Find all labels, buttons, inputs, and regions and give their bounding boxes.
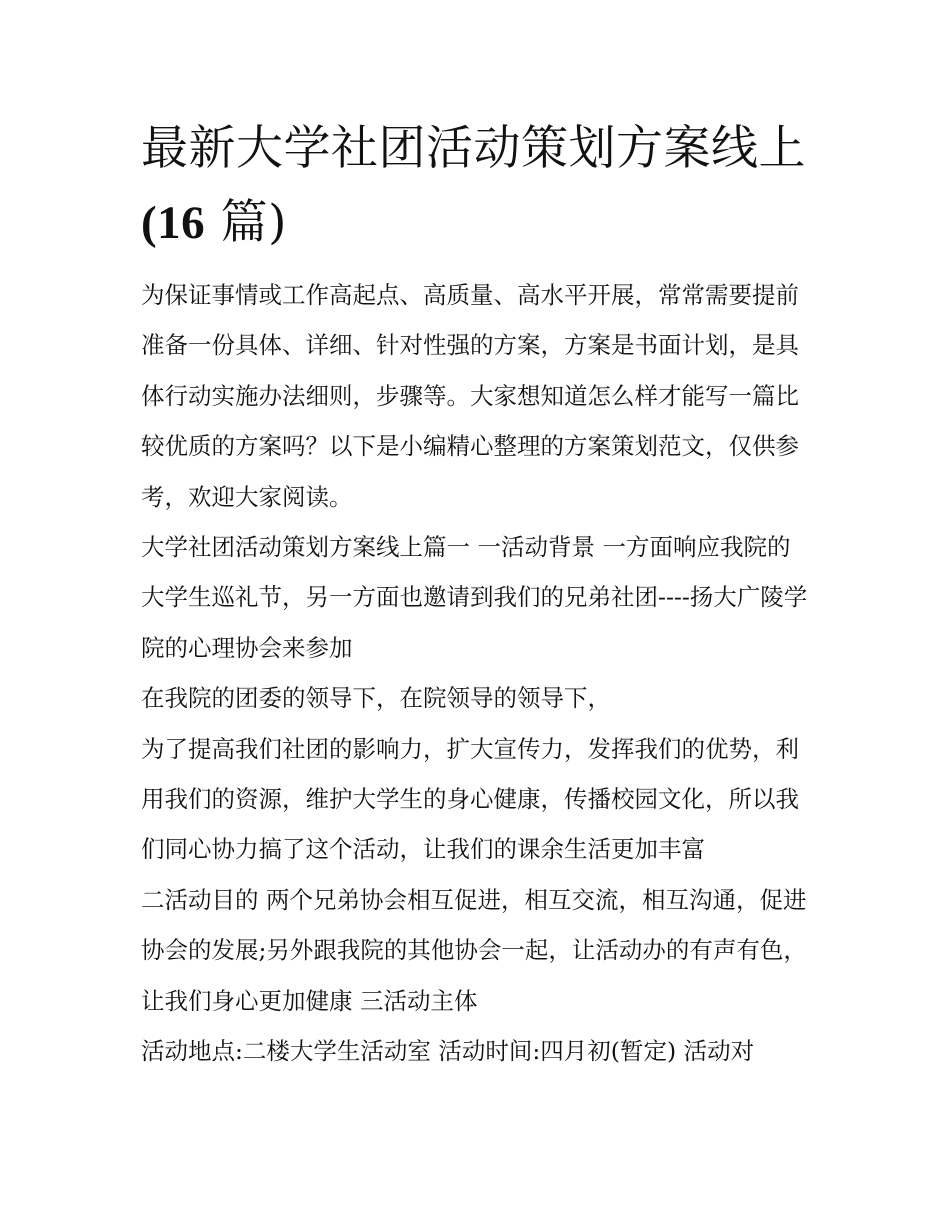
title-suffix: 篇): [205, 195, 287, 250]
paragraph-purpose: 为了提高我们社团的影响力，扩大宣传力，发挥我们的优势，利用我们的资源，维护大学生的身心健康，传播校园文化，所以我们同心协力搞了这个活动，让我们的课余生活更加丰富: [141, 734, 799, 864]
paragraph-intro: 为保证事情或工作高起点、高质量、高水平开展，常常需要提前准备一份具体、详细、针对性强的方案，方案是书面计划，是具体行动实施办法细则，步骤等。大家想知道怎么样才能写一篇比较优质的方案吗？以下是小编精心整理的方案策划范文，仅供参考，欢迎大家阅读。: [141, 281, 799, 511]
document-body: [141, 112, 813, 1077]
document-title: [141, 112, 813, 260]
paragraph-background: 大学社团活动策划方案线上篇一 一活动背景 一方面响应我院的大学生巡礼节，另一方面也邀请到我们的兄弟社团----扬大广陵学院的心理协会来参加: [141, 533, 808, 662]
title-count: (16: [141, 197, 206, 249]
title-text: 最新大学社团活动策划方案线上: [141, 121, 806, 176]
paragraph-details: 活动地点:二楼大学生活动室 活动时间:四月初(暂定) 活动对: [141, 1037, 755, 1066]
paragraph-leadership: 在我院的团委的领导下，在院领导的领导下，: [141, 684, 611, 713]
paragraph-goals: 二活动目的 两个兄弟协会相互促进，相互交流，相互沟通，促进协会的发展;另外跟我院的其他协会一起，让活动办的有声有色，让我们身心更加健康 三活动主体: [141, 885, 807, 1015]
